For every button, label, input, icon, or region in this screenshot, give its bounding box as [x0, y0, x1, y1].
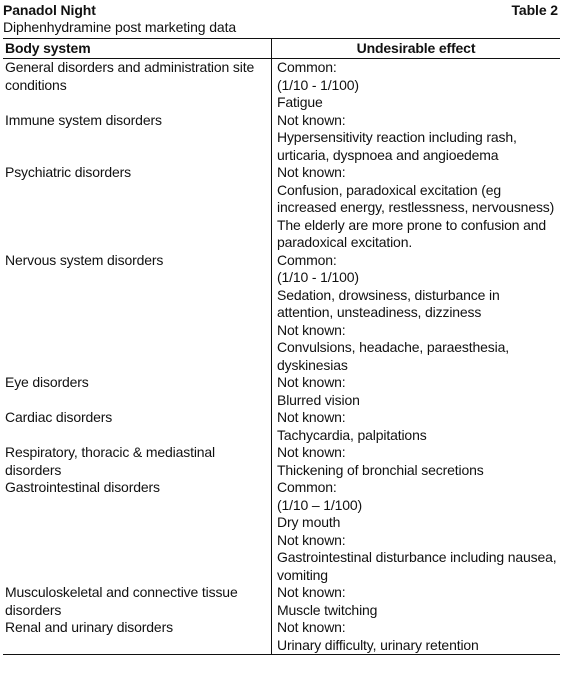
- table-label: Table 2: [511, 2, 558, 18]
- effect-line: Thickening of bronchial secretions: [277, 461, 484, 478]
- effect-line: Not known:: [277, 409, 346, 425]
- effect-line: Urinary difficulty, urinary retention: [277, 636, 479, 653]
- undesirable-effect-cell: [272, 374, 561, 409]
- effect-line: (1/10 - 1/100): [277, 76, 359, 93]
- effect-line: Blurred vision: [277, 391, 360, 408]
- effect-line: Common:: [277, 479, 337, 495]
- effect-line: Muscle twitching: [277, 601, 378, 618]
- effect-line: Hypersensitivity reaction including rash, urticaria, dyspnoea and angioedema: [277, 129, 517, 163]
- table-row: [3, 619, 560, 655]
- column-header-undesirable-effect: Undesirable effect: [272, 39, 561, 59]
- effect-line: Dry mouth: [277, 514, 341, 530]
- undesirable-effect-cell: [272, 112, 561, 165]
- table-row: [3, 409, 560, 444]
- effect-line: Not known:: [277, 321, 346, 338]
- table-row: [3, 112, 560, 165]
- effect-line: Tachycardia, palpitations: [277, 426, 427, 443]
- body-system-cell: Respiratory, thoracic & mediastinal disorders: [5, 444, 216, 478]
- undesirable-effect-cell: [272, 479, 561, 584]
- undesirable-effect-cell: [272, 59, 561, 112]
- effect-line: Not known:: [277, 164, 346, 180]
- effect-line: Not known:: [277, 531, 346, 548]
- table-body: [3, 59, 560, 655]
- effect-line: Common:: [277, 59, 337, 75]
- effect-line: Gastrointestinal disturbance including nausea, vomiting: [277, 549, 557, 583]
- body-system-cell: Nervous system disorders: [5, 251, 164, 268]
- body-system-cell: Immune system disorders: [5, 111, 162, 128]
- undesirable-effect-cell: [272, 409, 561, 444]
- column-header-body-system: Body system: [3, 39, 272, 59]
- effect-line: Confusion, paradoxical excitation (eg increased energy, restlessness, nervousness): [277, 181, 555, 215]
- effect-line: (1/10 - 1/100): [277, 269, 359, 285]
- undesirable-effect-cell: [272, 584, 561, 619]
- table-subtitle: Diphenhydramine post marketing data: [3, 19, 237, 35]
- effect-line: Not known:: [277, 111, 346, 128]
- body-system-cell: General disorders and administration site conditions: [5, 59, 255, 93]
- effect-line: Not known:: [277, 374, 346, 390]
- effect-line: Not known:: [277, 444, 346, 460]
- table-header: [3, 2, 560, 19]
- body-system-cell: Cardiac disorders: [5, 409, 113, 425]
- table-row: [3, 252, 560, 375]
- undesirable-effect-cell: [272, 252, 561, 375]
- table-header-row: [3, 39, 560, 59]
- effect-line: Sedation, drowsiness, disturbance in attention, unsteadiness, dizziness: [277, 286, 500, 320]
- effect-line: (1/10 – 1/100): [277, 496, 363, 513]
- effect-line: Not known:: [277, 619, 346, 635]
- body-system-cell: Gastrointestinal disorders: [5, 479, 160, 495]
- table-row: [3, 584, 560, 619]
- effect-line: Fatigue: [277, 94, 323, 110]
- body-system-cell: Psychiatric disorders: [5, 164, 132, 180]
- table-row: [3, 374, 560, 409]
- body-system-cell: Renal and urinary disorders: [3, 619, 272, 655]
- undesirable-effect-cell: [272, 164, 561, 252]
- undesirable-effect-cell: [272, 619, 561, 655]
- body-system-cell: Musculoskeletal and connective tissue disorders: [5, 584, 238, 618]
- effect-line: The elderly are more prone to confusion and paradoxical excitation.: [277, 216, 547, 250]
- effect-line: Convulsions, headache, paraesthesia, dyskinesias: [277, 339, 509, 373]
- effect-line: Not known:: [277, 584, 346, 600]
- undesirable-effect-cell: [272, 444, 561, 479]
- table-row: [3, 59, 560, 112]
- body-system-cell: Eye disorders: [5, 374, 89, 390]
- effect-line: Common:: [277, 251, 337, 268]
- document-title: Panadol Night: [3, 2, 96, 18]
- table-row: [3, 479, 560, 584]
- undesirable-effects-table: [3, 38, 560, 655]
- table-row: [3, 164, 560, 252]
- table-row: [3, 444, 560, 479]
